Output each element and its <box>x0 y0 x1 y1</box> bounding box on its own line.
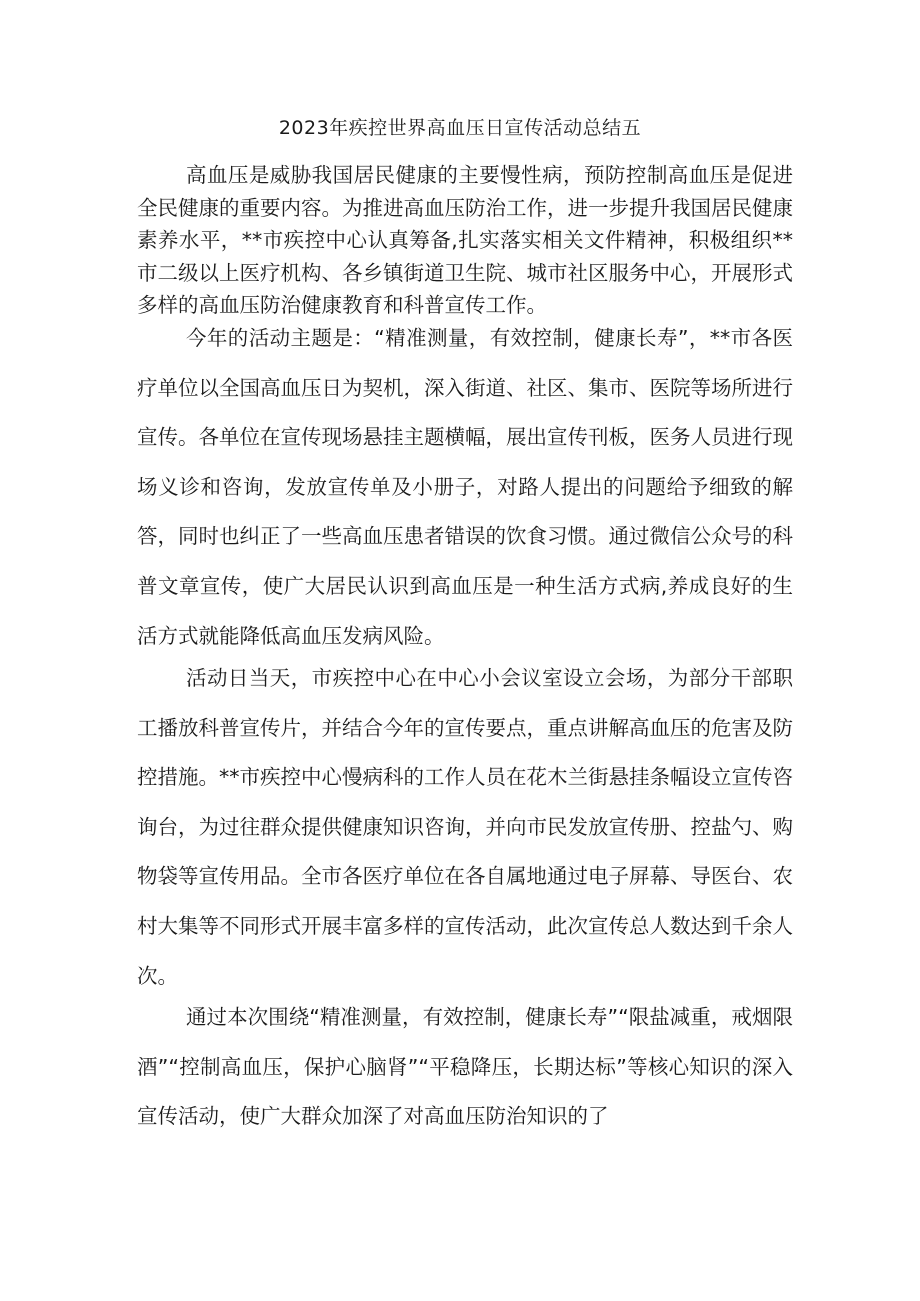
document-title: 2023年疾控世界高血压日宣传活动总结五 <box>278 117 642 139</box>
paragraph-intro: 高血压是威胁我国居民健康的主要慢性病，预防控制高血压是促进全民健康的重要内容。为推进高血压防治工作，进一步提升我国居民健康素养水平，**市疾控中心认真筹备,扎实落实相关文件精神，积极组织**市二级以上医疗机构、各乡镇街道卫生院、城市社区服务中心，开展形式多样的高血压防治健康教育和科普宣传工作。 <box>137 163 793 317</box>
paragraph-conclusion: 通过本次围绕“精准测量，有效控制，健康长寿”“限盐减重，戒烟限酒”“控制高血压，保护心脑肾”“平稳降压，长期达标”等核心知识的深入宣传活动，使广大群众加深了对高血压防治知识的了 <box>137 1005 793 1129</box>
paragraph-event-day: 活动日当天，市疾控中心在中心小会议室设立会场，为部分干部职工播放科普宣传片，并结合今年的宣传要点，重点讲解高血压的危害及防控措施。**市疾控中心慢病科的工作人员在花木兰街悬挂条幅设立宣传咨询台，为过往群众提供健康知识咨询，并向市民发放宣传册、控盐勺、购物袋等宣传用品。全市各医疗单位在各自属地通过电子屏幕、导医台、农村大集等不同形式开展丰富多样的宣传活动，此次宣传总人数达到千余人次。 <box>137 666 793 988</box>
paragraph-theme: 今年的活动主题是：“精准测量，有效控制，健康长寿”，**市各医疗单位以全国高血压日为契机，深入街道、社区、集市、医院等场所进行宣传。各单位在宣传现场悬挂主题横幅，展出宣传刊板，医务人员进行现场义诊和咨询，发放宣传单及小册子，对路人提出的问题给予细致的解答，同时也纠正了一些高血压患者错误的饮食习惯。通过微信公众号的科普文章宣传，使广大居民认识到高血压是一种生活方式病,养成良好的生活方式就能降低高血压发病风险。 <box>137 326 793 648</box>
